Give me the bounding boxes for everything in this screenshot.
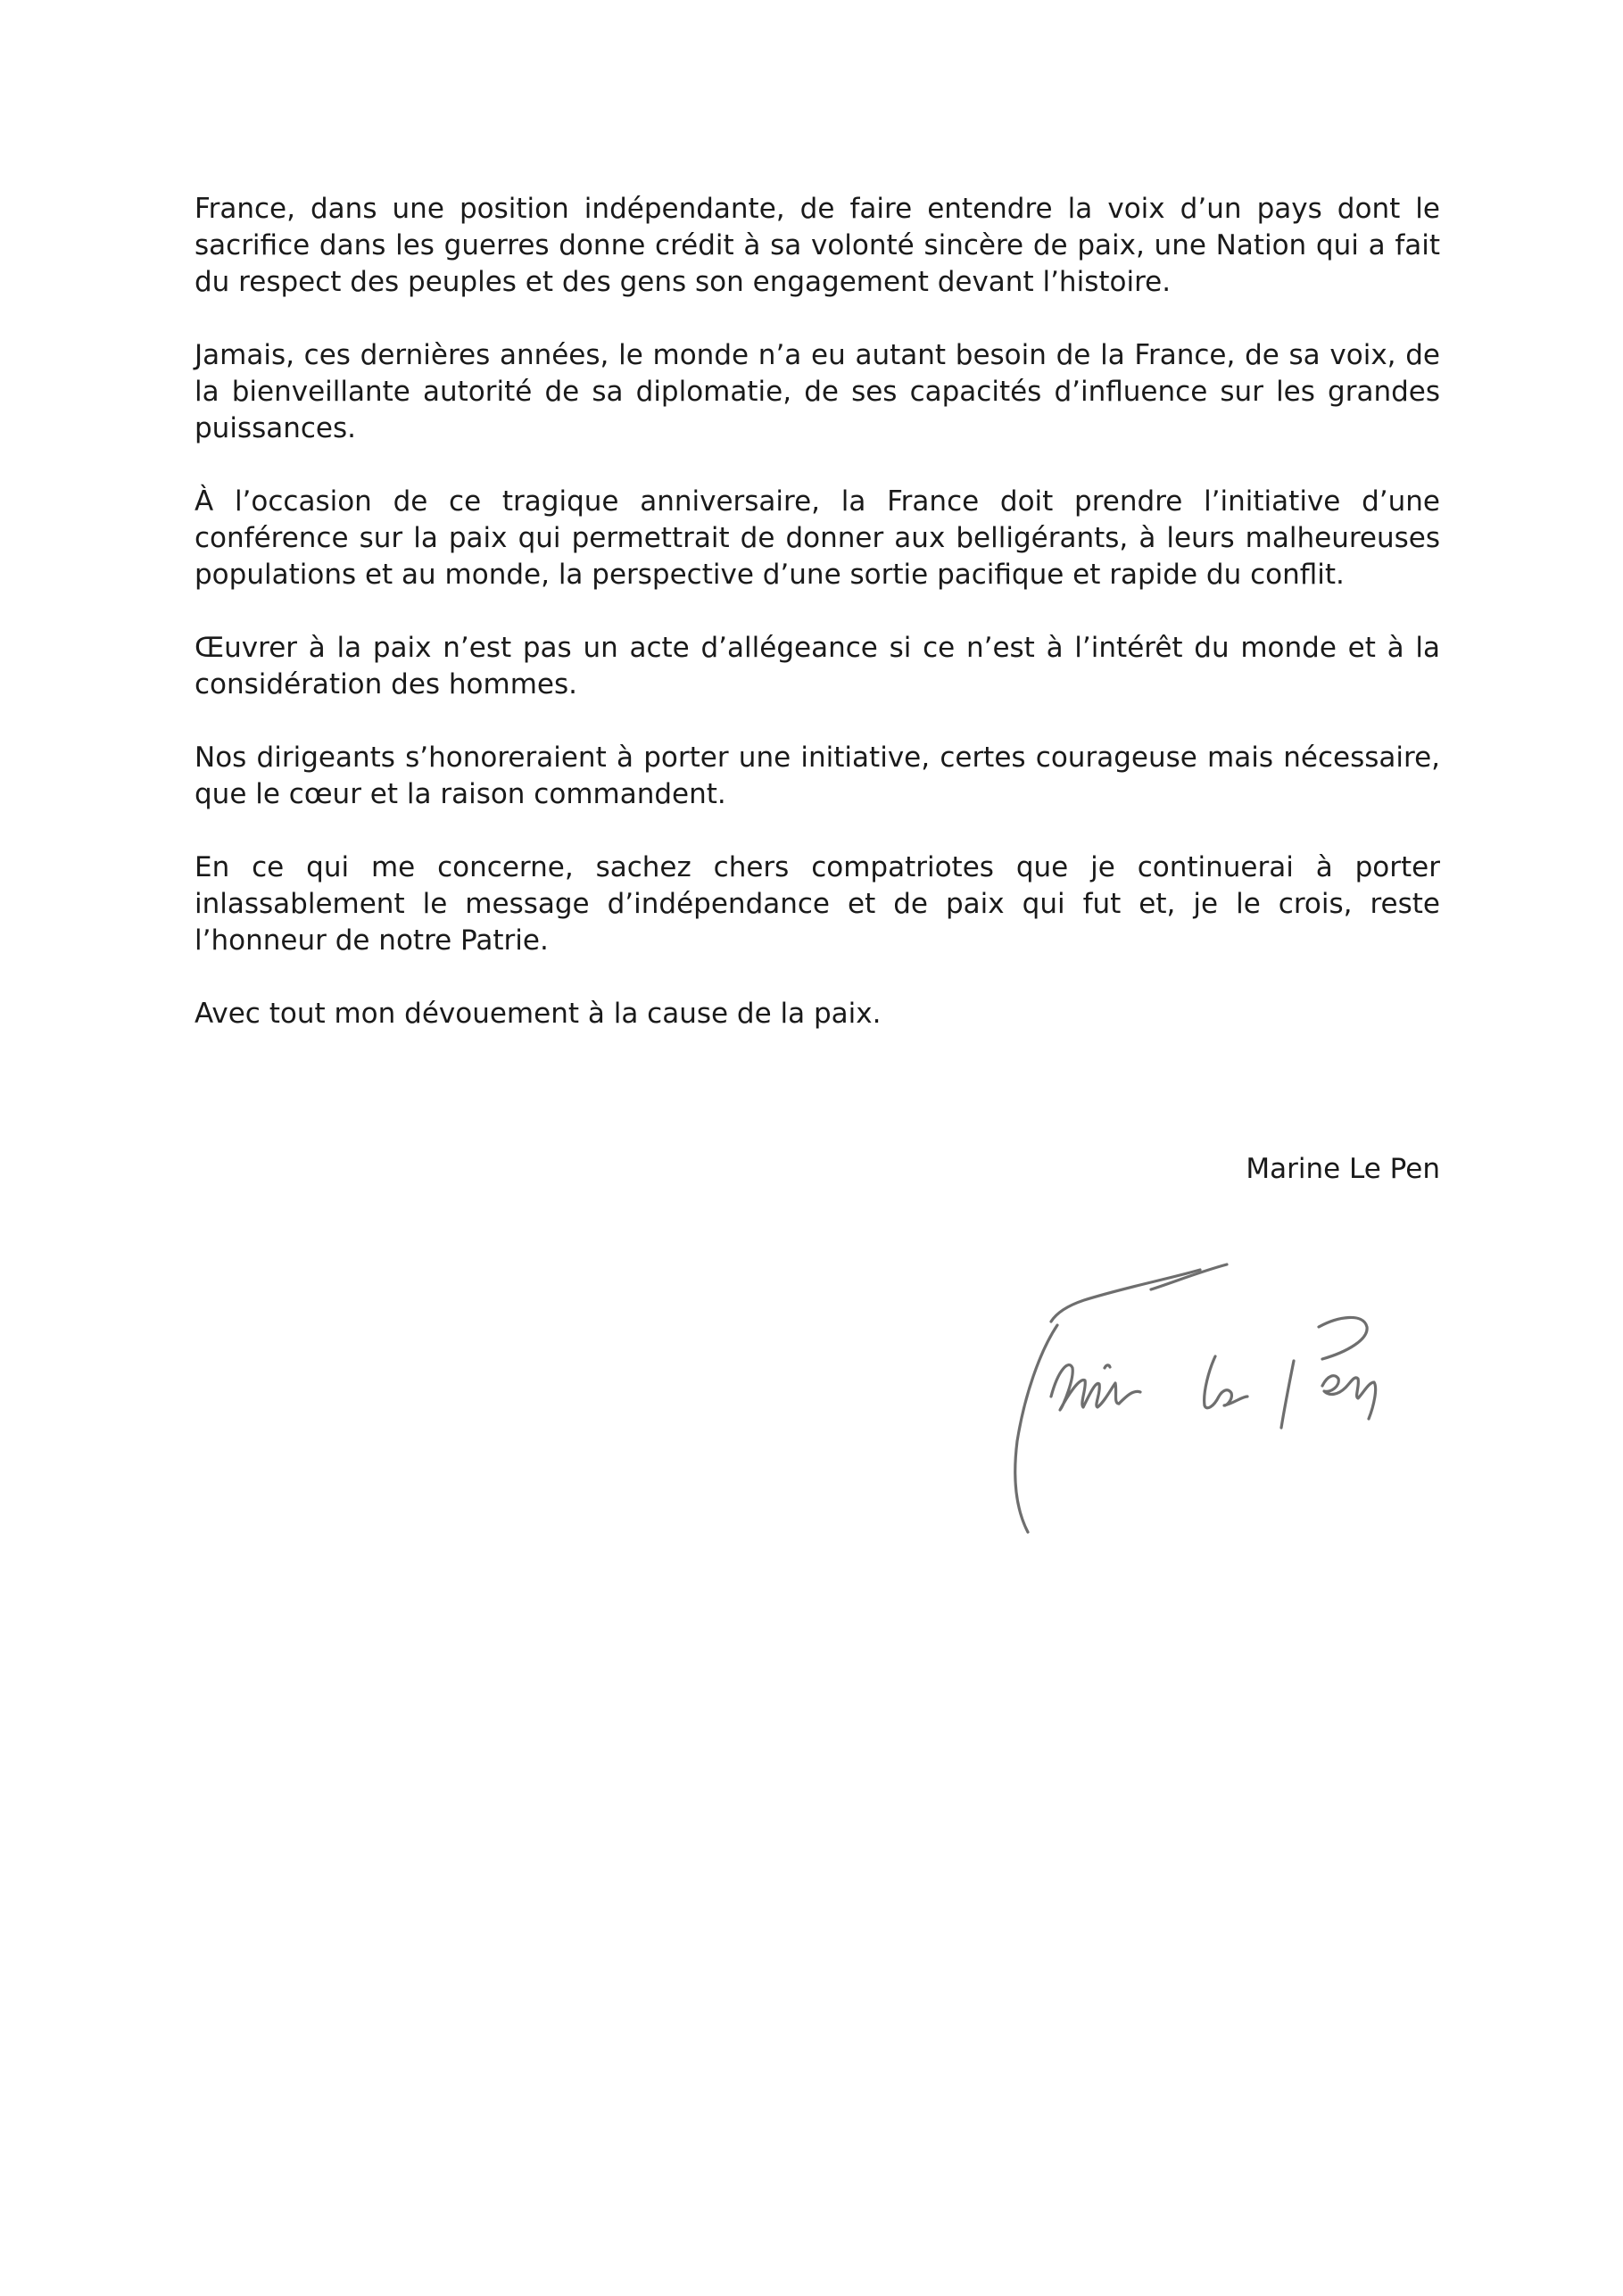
paragraph-leaders-initiative: Nos dirigeants s’honoreraient à porter une initiative, certes courageuse mais nécessaire, que le cœur et la raison commandent. [195,742,1440,810]
paragraph-personal-commitment: En ce qui me concerne, sachez chers compatriotes que je continuerai à porter inlassablement le message d’indépendance et de paix qui fut et, je le crois, reste l’honneur de notre Patrie. [195,851,1440,957]
letter-body [195,191,1440,1069]
paragraph-working-for-peace: Œuvrer à la paix n’est pas un acte d’allégeance si ce n’est à l’intérêt du monde et à la considération des hommes. [195,632,1440,700]
paragraph-independence: France, dans une position indépendante, de faire entendre la voix d’un pays dont le sacrifice dans les guerres donne crédit à sa volonté sincère de paix, une Nation qui a fait du respect des peuples et des gens son engagement devant l’histoire. [195,193,1440,298]
handwritten-signature [1008,1263,1437,1535]
paragraph-world-needs-france: Jamais, ces dernières années, le monde n’a eu autant besoin de la France, de sa voix, de la bienveillante autorité de sa diplomatie, de ses capacités d’influence sur les grandes puissances. [195,339,1440,444]
paragraph-peace-conference: À l’occasion de ce tragique anniversaire, la France doit prendre l’initiative d’une conférence sur la paix qui permettrait de donner aux belligérants, à leurs malheureuses populations et au monde, la perspective d’une sortie pacifique et rapide du conflit. [195,485,1440,591]
signature-name: Marine Le Pen [1246,1153,1440,1185]
paragraph-closing: Avec tout mon dévouement à la cause de la paix. [195,998,882,1030]
